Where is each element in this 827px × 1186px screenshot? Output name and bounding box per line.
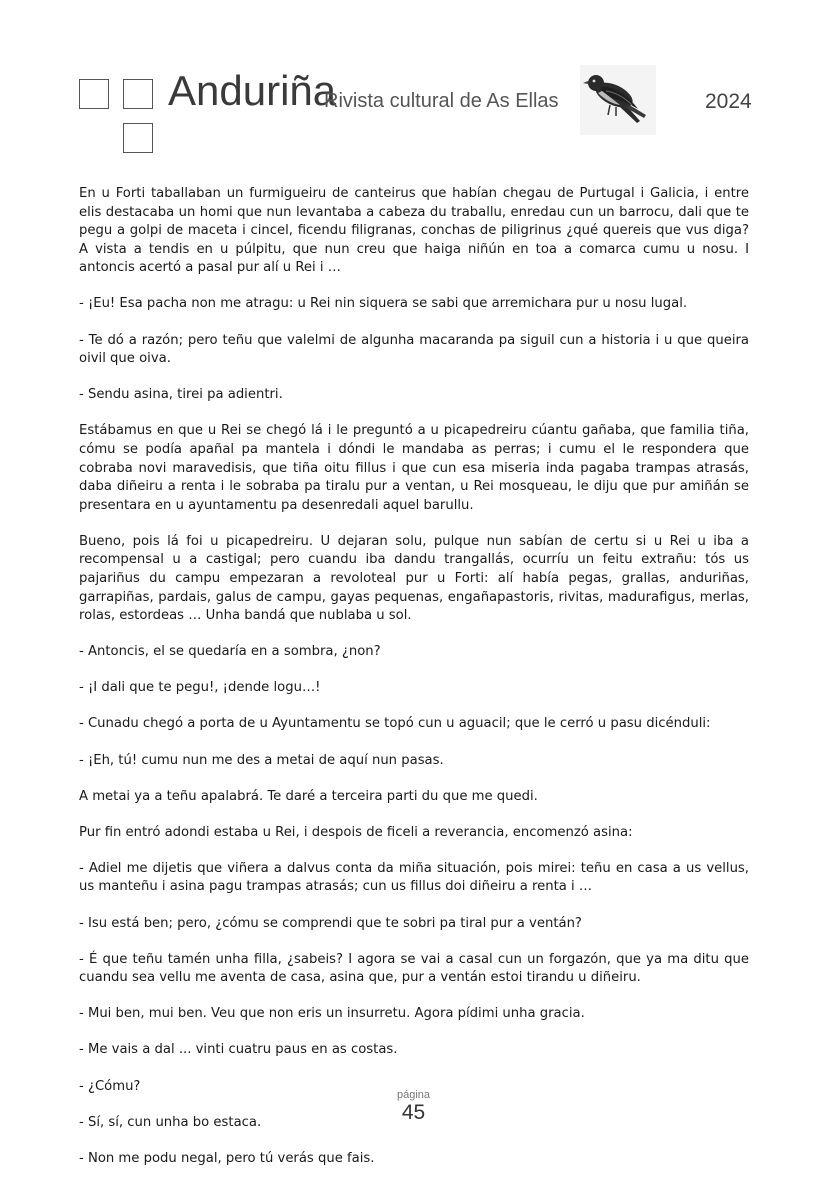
paragraph: - ¡Eh, tú! cumu nun me des a metai de aquí nun pasas. <box>79 752 444 768</box>
paragraph: - Sí, sí, cun unha bo estaca. <box>79 1114 262 1130</box>
paragraph: - Non me podu negal, pero tú verás que fais. <box>79 1150 375 1166</box>
page-number: 45 <box>401 1101 426 1124</box>
paragraph: En u Forti taballaban un furmigueiru de canteirus que habían chegau de Purtugal i Galicia, i entre elis destacaba un homi que nun levantaba a cabeza du traballu, enredau cun un barrocu, dali que te pegu a golpi de maceta i cincel, ficendu filigranas, conchas de piligrinus ¿qué quereis que vus diga? A vista a tendis en u púlpitu, que nun creu que haiga niñún en toa a comarca cumu u nosu. I antoncis acertó a pasal pur alí u Rei i … <box>79 186 749 276</box>
paragraph: - Mui ben, mui ben. Veu que non eris un insurretu. Agora pídimi unha gracia. <box>79 1006 585 1022</box>
paragraph: - É que teñu tamén unha filla, ¿sabeis? I agora se vai a casal cun un forgazón, que ya ma ditu que cuandu sea vellu me aventa de casa, asina que, pur a ventán estoi tirandu u diñeiru. <box>79 951 749 986</box>
bird-icon <box>580 65 656 135</box>
paragraph: Pur fin entró adondi estaba u Rei, i despois de ficeli a reverancia, encomenzó asina: <box>79 824 633 840</box>
paragraph: Bueno, pois lá foi u picapedreiru. U dejaran solu, pulque nun sabían de certu si u Rei u iba a recompensal u a castigal; pero cuandu iba dandu trangallás, ocurríu un feitu extrañu: tós us pajariñus du campu empezaran a revoloteal pur u Forti: alí había pegas, grallas, anduriñas, garrapiñas, pardais, galus de campu, gayas pequenas, engañapastoris, rivitas, madurafigus, merlas, rolas, estordeas … Unha bandá que nublaba u sol. <box>79 533 749 624</box>
decorative-square-3 <box>123 123 153 153</box>
paragraph: - ¡I dali que te pegu!, ¡dende logu…! <box>79 680 321 696</box>
paragraph: - ¿Cómu? <box>79 1078 141 1094</box>
paragraph: - Antoncis, el se quedaría en a sombra, ¿non? <box>79 644 381 660</box>
paragraph: - Te dó a razón; pero teñu que valelmi de algunha macaranda pa siguil cun a historia i u que queira oivil que oiva. <box>79 332 749 367</box>
decorative-square-1 <box>79 79 109 109</box>
paragraph: - Sendu asina, tirei pa adientri. <box>79 387 283 403</box>
issue-year: 2024 <box>705 90 752 113</box>
paragraph: - ¡Eu! Esa pacha non me atragu: u Rei nin siquera se sabi que arremichara pur u nosu lugal. <box>79 296 688 312</box>
decorative-square-2 <box>123 79 153 109</box>
paragraph: A metai ya a teñu apalabrá. Te daré a terceira parti du que me quedi. <box>79 788 538 804</box>
paragraph: - Me vais a dal ... vinti cuatru paus en as costas. <box>79 1042 398 1058</box>
article-body <box>79 185 749 1186</box>
paragraph: - Isu está ben; pero, ¿cómu se comprendi que te sobri pa tiral pur a ventán? <box>79 915 582 931</box>
magazine-title: Anduriña <box>168 67 337 114</box>
paragraph: - Adiel me dijetis que viñera a dalvus conta da miña situación, pois mirei: teñu en casa a us vellus, us manteñu i asina pagu trampas atrasás; cun us fillus doi diñeiru a renta i … <box>79 860 749 895</box>
paragraph: Estábamus en que u Rei se chegó lá i le preguntó a u picapedreiru cúantu gañaba, que familia tiña, cómu se podía apañal pa mantela i dóndi le mandaba as perras; i cumu el le respondera que cobraba novi maravedisis, que tiña oitu fillus i que cun esa miseria inda pagaba trampas atrasás, daba diñeiru a renta i le sobraba pa tiralu pur a ventan, u Rei mosqueau, le diju que pur amiñán se presentara en u ayuntamentu pa desenredali aquel barullu. <box>79 423 749 513</box>
magazine-subtitle: Rivista cultural de As Ellas <box>324 90 559 112</box>
page-label: página <box>396 1089 431 1101</box>
paragraph: - Cunadu chegó a porta de u Ayuntamentu se topó cun u aguacil; que le cerró u pasu dicénduli: <box>79 716 711 732</box>
